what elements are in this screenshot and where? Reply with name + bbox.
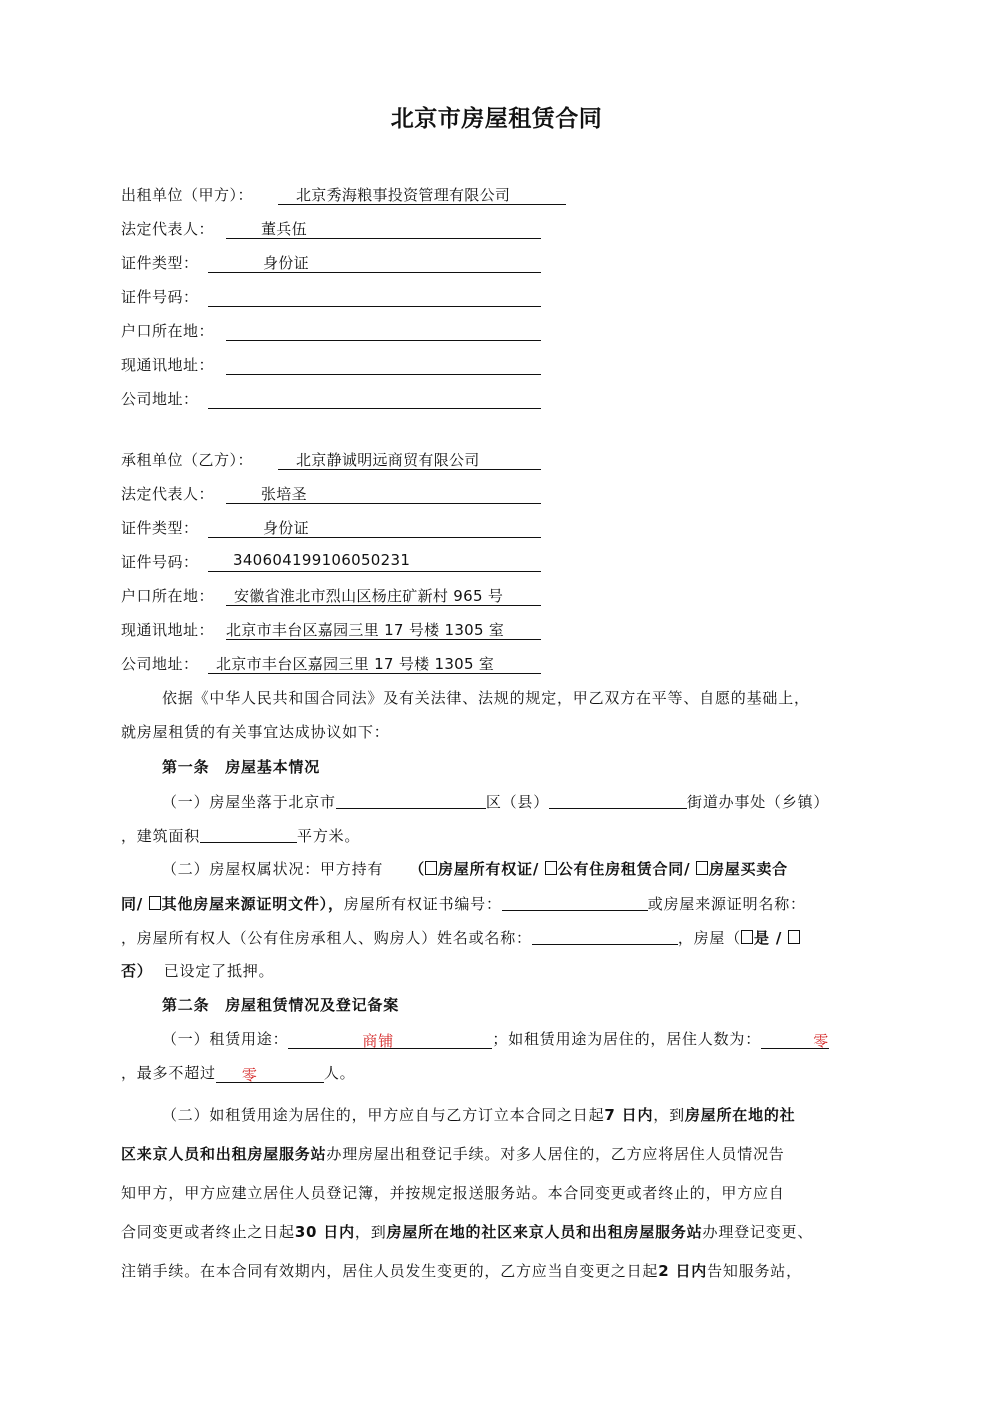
lessor-rep-label: 法定代表人： xyxy=(121,220,215,238)
checkbox-icon[interactable] xyxy=(425,861,437,875)
article-1-clause-2-line-2 xyxy=(121,892,806,914)
article-2-clause-2-line-1 xyxy=(162,1104,795,1125)
text: （一）租赁用途： xyxy=(162,1030,289,1048)
lessor-addr-label: 公司地址： xyxy=(121,390,199,408)
text: 办理登记变更、 xyxy=(702,1223,814,1241)
text: 房屋所在地的社 xyxy=(684,1106,796,1124)
text: ，房屋所有权人（公有住房承租人、购房人）姓名或名称： xyxy=(121,929,532,947)
article-1-clause-2-line-3 xyxy=(121,926,801,948)
checkbox-icon[interactable] xyxy=(741,930,753,944)
lessee-unit-value: 北京静诚明远商贸有限公司 xyxy=(278,449,541,470)
text: 区来京人员和出租房屋服务站 xyxy=(121,1145,327,1163)
lessee-hukou-value: 安徽省淮北市烈山区杨庄矿新村 965 号 xyxy=(226,585,541,606)
document-title: 北京市房屋租赁合同 xyxy=(390,106,603,132)
text: 房屋所在地的社区来京人员和出租房屋服务站 xyxy=(386,1223,703,1241)
text: 合同变更或者终止之日起 xyxy=(121,1223,295,1241)
article-1-title: 第一条 房屋基本情况 xyxy=(162,758,321,776)
text: 否） xyxy=(121,962,153,980)
text: 或房屋来源证明名称： xyxy=(647,895,806,913)
text: 平方米。 xyxy=(297,827,361,845)
checkbox-icon[interactable] xyxy=(149,896,161,910)
owner-name-blank xyxy=(532,926,678,945)
text: 房屋所有权证书编号： xyxy=(343,895,502,913)
street-blank xyxy=(549,790,687,809)
text: ，房屋（ xyxy=(677,929,742,947)
text: ，最多不超过 xyxy=(121,1064,216,1082)
usage-blank xyxy=(288,1030,492,1049)
lessor-idtype-label: 证件类型： xyxy=(121,254,199,272)
lessee-hukou-label: 户口所在地： xyxy=(121,587,215,605)
lessor-hukou-label: 户口所在地： xyxy=(121,322,215,340)
occupant-count-value: 零 xyxy=(813,1032,830,1050)
article-2-title: 第二条 房屋租赁情况及登记备案 xyxy=(162,996,400,1014)
lessee-mail-value: 北京市丰台区嘉园三里 17 号楼 1305 室 xyxy=(226,619,541,640)
article-2-clause-2-line-3: 知甲方，甲方应建立居住人员登记簿，并按规定报送服务站。本合同变更或者终止的，甲方应自 xyxy=(121,1184,785,1202)
intro-line-2: 就房屋租赁的有关事宜达成协议如下： xyxy=(121,723,390,741)
text: （一）房屋坐落于北京市 xyxy=(162,793,336,811)
lessor-mail-label: 现通讯地址： xyxy=(121,356,215,374)
lessee-addr-value: 北京市丰台区嘉园三里 17 号楼 1305 室 xyxy=(208,653,541,674)
district-blank xyxy=(336,790,486,809)
checkbox-icon[interactable] xyxy=(696,861,708,875)
text: 已设定了抵押。 xyxy=(163,962,275,980)
text: 30 日内 xyxy=(294,1223,355,1241)
lessee-idno-label: 证件号码： xyxy=(121,553,199,571)
article-2-clause-1-line-2 xyxy=(121,1062,355,1083)
lessee-rep-label: 法定代表人： xyxy=(121,485,215,503)
text: 街道办事处（乡镇） xyxy=(687,793,830,811)
text: 公有住房租赁合同/ xyxy=(557,860,691,878)
text: （ xyxy=(409,860,426,878)
lessor-rep-value: 董兵伍 xyxy=(226,218,541,239)
text: ；如租赁用途为居住的，居住人数为： xyxy=(492,1030,762,1048)
text: 区（县） xyxy=(485,793,550,811)
lessee-idtype-value: 身份证 xyxy=(208,517,541,538)
area-blank xyxy=(200,824,297,843)
text: 注销手续。在本合同有效期内，居住人员发生变更的，乙方应当自变更之日起 xyxy=(121,1262,659,1280)
lessee-mail-label: 现通讯地址： xyxy=(121,621,215,639)
text: 其他房屋来源证明文件）， xyxy=(161,895,344,913)
lessor-addr-value xyxy=(208,388,541,409)
lessor-idno-value xyxy=(208,286,541,307)
text: （二）房屋权属状况：甲方持有 xyxy=(162,860,384,878)
text: 2 日内 xyxy=(658,1262,708,1280)
text: 人。 xyxy=(323,1064,356,1082)
article-2-clause-1-line-1 xyxy=(162,1028,829,1049)
text: 房屋买卖合 xyxy=(708,860,788,878)
text: 同/ xyxy=(121,895,144,913)
article-2-clause-2-line-4 xyxy=(121,1221,813,1242)
text: 办理房屋出租登记手续。对多人居住的，乙方应将居住人员情况告 xyxy=(326,1145,785,1163)
lessor-idno-label: 证件号码： xyxy=(121,288,199,306)
occupant-count-blank xyxy=(761,1030,829,1049)
text: （二）如租赁用途为居住的，甲方应自与乙方订立本合同之日起 xyxy=(162,1106,605,1124)
text: 7 日内 xyxy=(604,1106,654,1124)
checkbox-icon[interactable] xyxy=(788,930,800,944)
lessee-idtype-label: 证件类型： xyxy=(121,519,199,537)
max-occupants-blank xyxy=(216,1064,324,1083)
lessee-addr-label: 公司地址： xyxy=(121,655,199,673)
article-1-clause-1-line-2 xyxy=(121,824,360,846)
lessee-unit-label: 承租单位（乙方）： xyxy=(121,451,254,469)
lessor-unit-label: 出租单位（甲方）： xyxy=(121,186,254,204)
article-2-clause-2-line-2 xyxy=(121,1143,785,1164)
lessor-hukou-value xyxy=(226,320,541,341)
text: 是 / xyxy=(754,929,783,947)
text: ，到 xyxy=(653,1106,685,1124)
article-1-clause-2-line-1 xyxy=(162,858,788,879)
lessor-mail-value xyxy=(226,354,541,375)
certificate-number-blank xyxy=(502,892,648,911)
checkbox-icon[interactable] xyxy=(545,861,557,875)
lessee-idno-value: 340604199106050231 xyxy=(208,551,541,572)
article-1-clause-1-line-1 xyxy=(162,790,829,812)
intro-line-1: 依据《中华人民共和国合同法》及有关法律、法规的规定，甲乙双方在平等、自愿的基础上， xyxy=(162,689,810,707)
text: ，到 xyxy=(354,1223,387,1241)
text: 告知服务站， xyxy=(707,1262,802,1280)
lessee-rep-value: 张培圣 xyxy=(226,483,541,504)
article-2-clause-2-line-5 xyxy=(121,1260,802,1281)
lessor-idtype-value: 身份证 xyxy=(208,252,541,273)
lessor-unit-value: 北京秀海粮事投资管理有限公司 xyxy=(278,184,566,205)
article-1-clause-2-line-4 xyxy=(121,960,274,981)
text: ，建筑面积 xyxy=(121,827,201,845)
max-occupants-value: 零 xyxy=(241,1066,258,1084)
text: 房屋所有权证/ xyxy=(438,860,540,878)
usage-value: 商铺 xyxy=(362,1032,395,1050)
